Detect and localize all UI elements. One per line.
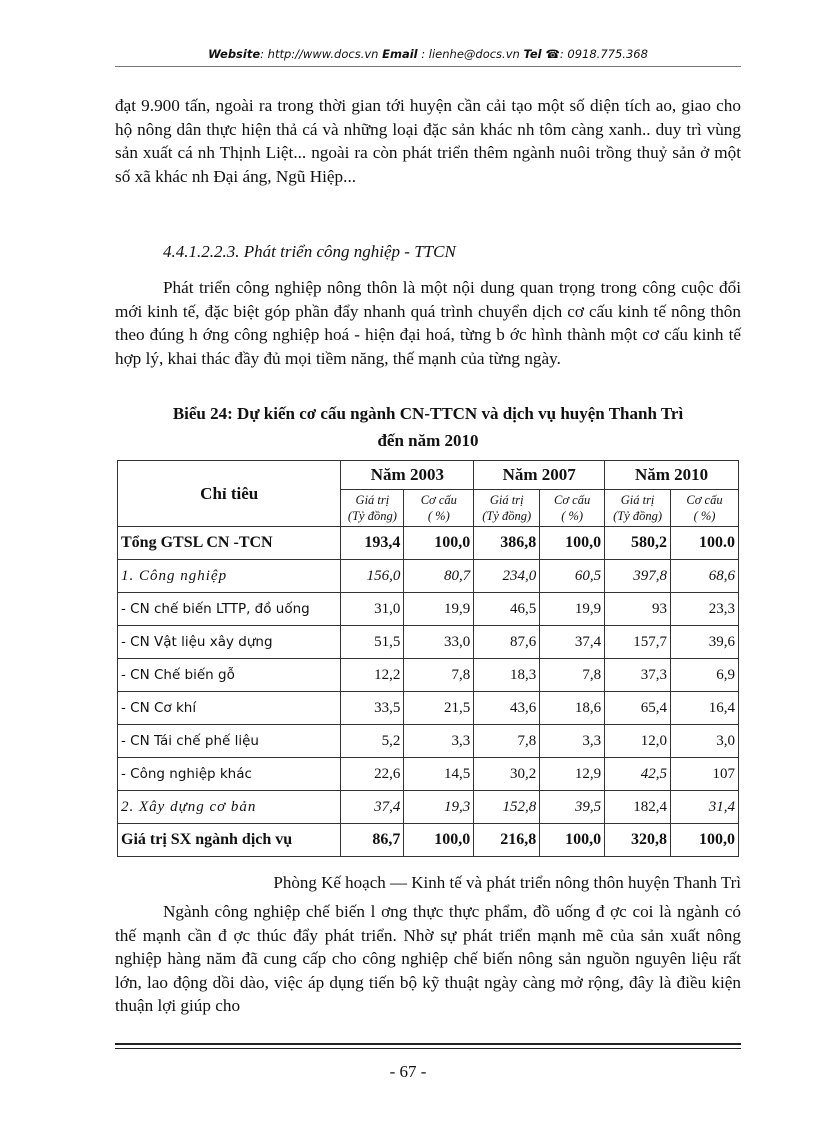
cell: 100.0 (671, 527, 739, 560)
row-label: - CN Cơ khí (118, 692, 341, 725)
subheader-value: Giá trị (Tỷ đồng) (341, 490, 404, 527)
subheader-share: Cơ cấu ( %) (404, 490, 474, 527)
cell: 68,6 (671, 560, 739, 593)
cell: 80,7 (404, 560, 474, 593)
cell: 12,2 (341, 659, 404, 692)
row-label: 2. Xây dựng cơ bản (118, 791, 341, 824)
footer-divider-thin (115, 1048, 741, 1049)
year-header: Năm 2010 (605, 461, 739, 490)
cell: 87,6 (474, 626, 540, 659)
cell: 157,7 (605, 626, 671, 659)
table-caption-line2: đến năm 2010 (377, 431, 479, 450)
cell: 12,0 (605, 725, 671, 758)
table-caption-line1: Biểu 24: Dự kiến cơ cấu ngành CN-TTCN và dịch vụ huyện Thanh Trì (172, 404, 684, 423)
table-row (118, 725, 739, 758)
paragraph-2 (115, 276, 741, 370)
subheader-value: Giá trị (Tỷ đồng) (474, 490, 540, 527)
cell: 107 (671, 758, 739, 791)
cell: 37,3 (605, 659, 671, 692)
email-value: : lienhe@docs.vn (417, 47, 524, 61)
cell: 43,6 (474, 692, 540, 725)
cell: 31,4 (671, 791, 739, 824)
cell: 7,8 (404, 659, 474, 692)
cell: 580,2 (605, 527, 671, 560)
cell: 6,9 (671, 659, 739, 692)
section-heading: 4.4.1.2.2.3. Phát triển công nghiệp - TTCN (163, 242, 456, 261)
cell: 156,0 (341, 560, 404, 593)
cell: 39,6 (671, 626, 739, 659)
cell: 14,5 (404, 758, 474, 791)
cell: 100,0 (404, 527, 474, 560)
cell: 19,9 (404, 593, 474, 626)
cell: 12,9 (540, 758, 605, 791)
cell: 65,4 (605, 692, 671, 725)
tel-value: : 0918.775.368 (559, 47, 648, 61)
row-label: - CN Chế biến gỗ (118, 659, 341, 692)
cell: 19,9 (540, 593, 605, 626)
paragraph-3 (115, 900, 741, 1018)
cell: 152,8 (474, 791, 540, 824)
tel-label: Tel ☎ (523, 47, 560, 61)
year-header: Năm 2007 (474, 461, 605, 490)
cell: 100,0 (671, 824, 739, 857)
row-label: Giá trị SX ngành dịch vụ (118, 824, 341, 857)
cell: 193,4 (341, 527, 404, 560)
cell: 23,3 (671, 593, 739, 626)
cell: 100,0 (540, 527, 605, 560)
cell: 3,0 (671, 725, 739, 758)
table-row (118, 692, 739, 725)
row-label: - CN Tái chế phế liệu (118, 725, 341, 758)
page-header (115, 47, 741, 61)
cell: 7,8 (474, 725, 540, 758)
cell: 7,8 (540, 659, 605, 692)
cell: 216,8 (474, 824, 540, 857)
cell: 33,5 (341, 692, 404, 725)
table-row (118, 824, 739, 857)
cell: 33,0 (404, 626, 474, 659)
cell: 19,3 (404, 791, 474, 824)
cell: 21,5 (404, 692, 474, 725)
column-header-indicator: Chỉ tiêu (118, 461, 341, 527)
data-table (117, 460, 739, 857)
cell: 3,3 (404, 725, 474, 758)
table-row (118, 527, 739, 560)
row-label: - Công nghiệp khác (118, 758, 341, 791)
table-row (118, 791, 739, 824)
cell: 5,2 (341, 725, 404, 758)
cell: 30,2 (474, 758, 540, 791)
cell: 3,3 (540, 725, 605, 758)
website-label: Website (208, 47, 261, 61)
cell: 46,5 (474, 593, 540, 626)
cell: 37,4 (540, 626, 605, 659)
cell: 51,5 (341, 626, 404, 659)
cell: 16,4 (671, 692, 739, 725)
paragraph-2-text: Phát triển công nghiệp nông thôn là một nội dung quan trọng trong công cuộc đổi mới kinh tế, đặc biệt góp phần đẩy nhanh quá trình chuyển dịch cơ cấu kinh tế nông thôn theo đúng h ớng công nghiệp hoá - hiện đại hoá, từng b ớc hình thành một cơ cấu kinh tế hợp lý, khai thác đầy đủ mọi tiềm năng, thế mạnh của từng ngày. (115, 278, 741, 368)
cell: 93 (605, 593, 671, 626)
table-row (118, 560, 739, 593)
cell: 22,6 (341, 758, 404, 791)
subheader-share: Cơ cấu ( %) (671, 490, 739, 527)
table-row (118, 758, 739, 791)
cell: 60,5 (540, 560, 605, 593)
cell: 234,0 (474, 560, 540, 593)
cell: 182,4 (605, 791, 671, 824)
header-divider (115, 66, 741, 67)
cell: 39,5 (540, 791, 605, 824)
cell: 31,0 (341, 593, 404, 626)
email-label: Email (382, 47, 418, 61)
cell: 18,6 (540, 692, 605, 725)
page-number: - 67 - (389, 1062, 427, 1081)
cell: 386,8 (474, 527, 540, 560)
paragraph-1: đạt 9.900 tấn, ngoài ra trong thời gian tới huyện cần cải tạo một số diện tích ao, giao cho hộ nông dân thực hiện thả cá và những loại đặc sản khác nh tôm càng xanh.. duy trì vùng sản xuất cá nh Thịnh Liệt... ngoài ra còn phát triển thêm ngành nuôi trồng thuỷ sản ở một số xã khác nh Đại áng, Ngũ Hiệp... (115, 96, 741, 186)
table-row (118, 626, 739, 659)
cell: 37,4 (341, 791, 404, 824)
table-source: Phòng Kế hoạch — Kinh tế và phát triển nông thôn huyện Thanh Trì (273, 873, 741, 892)
subheader-share: Cơ cấu ( %) (540, 490, 605, 527)
footer-divider (115, 1043, 741, 1045)
cell: 100,0 (404, 824, 474, 857)
cell: 320,8 (605, 824, 671, 857)
row-label: - CN Vật liệu xây dựng (118, 626, 341, 659)
cell: 100,0 (540, 824, 605, 857)
cell: 18,3 (474, 659, 540, 692)
table-row (118, 659, 739, 692)
row-label: 1. Công nghiệp (118, 560, 341, 593)
cell: 86,7 (341, 824, 404, 857)
cell: 397,8 (605, 560, 671, 593)
year-header: Năm 2003 (341, 461, 474, 490)
cell: 42,5 (605, 758, 671, 791)
subheader-value: Giá trị (Tỷ đồng) (605, 490, 671, 527)
row-label: - CN chế biến LTTP, đồ uống (118, 593, 341, 626)
table-row (118, 593, 739, 626)
paragraph-3-text: Ngành công nghiệp chế biến l ơng thực thực phẩm, đồ uống đ ợc coi là ngành có thế mạnh cần đ ợc thúc đẩy phát triển. Nhờ sự phát triển mạnh mẽ của sản xuất nông nghiệp hàng năm đã cung cấp cho công nghiệp chế biến nông sản nguồn nguyên liệu rất lớn, lao động dồi dào, việc áp dụng tiến bộ kỹ thuật ngày càng mở rộng, đây là điều kiện thuận lợi giúp cho (115, 902, 741, 1015)
row-label: Tổng GTSL CN -TCN (118, 527, 341, 560)
website-value: : http://www.docs.vn (260, 47, 383, 61)
